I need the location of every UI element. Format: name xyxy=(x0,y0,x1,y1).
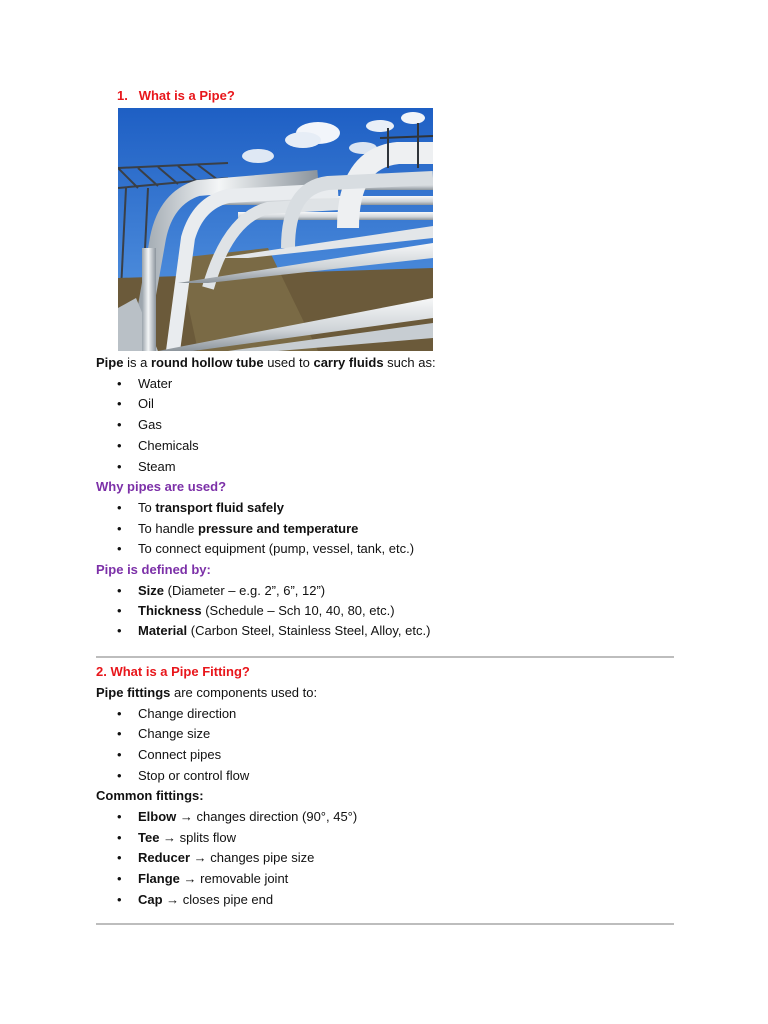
pipe-fittings-definition xyxy=(96,685,317,701)
text: such as: xyxy=(383,355,436,370)
bullet: • xyxy=(117,376,122,391)
list-item-water: Water xyxy=(138,376,173,391)
text: (Schedule – Sch 10, 40, 80, etc.) xyxy=(201,603,395,618)
list-item-thickness xyxy=(138,603,395,619)
bullet: • xyxy=(117,603,122,618)
industrial-pipes-photo xyxy=(118,108,433,351)
bullet: • xyxy=(117,500,122,515)
pipe-defined-heading: Pipe is defined by: xyxy=(96,562,211,577)
bullet: • xyxy=(117,417,122,432)
list-item-tee xyxy=(138,830,236,846)
text: transport fluid safely xyxy=(155,500,284,515)
divider xyxy=(96,656,674,658)
carry-fluids-term: carry fluids xyxy=(313,355,384,370)
pipe-definition xyxy=(96,355,436,371)
list-item-pressure xyxy=(138,521,358,537)
bullet: • xyxy=(117,768,122,783)
bullet: • xyxy=(117,396,122,411)
list-item-connect-pipes: Connect pipes xyxy=(138,747,222,762)
list-item-connect-equipment xyxy=(138,541,414,557)
divider xyxy=(96,923,674,925)
why-pipes-heading: Why pipes are used? xyxy=(96,479,227,494)
text: To xyxy=(138,500,156,515)
list-item-flange xyxy=(138,871,288,887)
round-hollow-tube-term: round hollow tube xyxy=(150,355,264,370)
text: Flange xyxy=(138,871,180,886)
list-item-change-size: Change size xyxy=(138,726,211,741)
text: is a xyxy=(123,355,151,370)
list-item-steam: Steam xyxy=(138,459,176,474)
section1-number: 1. xyxy=(117,88,128,103)
text: To handle xyxy=(138,521,198,536)
list-item-elbow xyxy=(138,809,357,825)
bullet: • xyxy=(117,541,122,556)
list-item-size xyxy=(138,583,325,599)
bullet: • xyxy=(117,747,122,762)
common-fittings-heading xyxy=(96,788,204,804)
list-item-material xyxy=(138,623,430,639)
list-item-stop-flow: Stop or control flow xyxy=(138,768,250,783)
pipe-term: Pipe xyxy=(96,355,124,370)
text: Tee xyxy=(138,830,160,845)
list-item-reducer xyxy=(138,850,314,866)
text: pressure and temperature xyxy=(198,521,359,536)
bullet: • xyxy=(117,809,122,824)
text: Material xyxy=(138,623,188,638)
bullet: • xyxy=(117,726,122,741)
text: To connect equipment (pump, vessel, tank, etc.) xyxy=(138,541,415,556)
bullet: • xyxy=(117,521,122,536)
text: Reducer xyxy=(138,850,191,865)
section1-heading xyxy=(117,88,235,104)
text: Cap xyxy=(138,892,163,907)
text: → changes pipe size xyxy=(190,850,315,865)
bullet: • xyxy=(117,871,122,886)
bullet: • xyxy=(117,583,122,598)
text: are components used to: xyxy=(170,685,318,700)
list-item-oil: Oil xyxy=(138,396,154,411)
text: → closes pipe end xyxy=(162,892,274,907)
bullet: • xyxy=(117,706,122,721)
text: → removable joint xyxy=(179,871,289,886)
text: Elbow xyxy=(138,809,177,824)
list-item-change-direction: Change direction xyxy=(138,706,237,721)
list-item-cap xyxy=(138,892,273,908)
bullet: • xyxy=(117,892,122,907)
text: Common fittings: xyxy=(96,788,204,803)
text: (Carbon Steel, Stainless Steel, Alloy, etc.) xyxy=(187,623,431,638)
list-item-gas: Gas xyxy=(138,417,162,432)
text: Thickness xyxy=(138,603,202,618)
text: Size xyxy=(138,583,165,598)
list-item-transport xyxy=(138,500,284,516)
bullet: • xyxy=(117,459,122,474)
text: → splits flow xyxy=(159,830,237,845)
bullet: • xyxy=(117,623,122,638)
text: → changes direction (90°, 45°) xyxy=(176,809,358,824)
section1-title: What is a Pipe? xyxy=(138,88,235,103)
bullet: • xyxy=(117,850,122,865)
bullet: • xyxy=(117,830,122,845)
text: (Diameter – e.g. 2”, 6”, 12”) xyxy=(164,583,326,598)
bullet: • xyxy=(117,438,122,453)
section2-heading: 2. What is a Pipe Fitting? xyxy=(96,664,250,679)
text: used to xyxy=(263,355,314,370)
list-item-chemicals: Chemicals xyxy=(138,438,199,453)
text: Pipe fittings xyxy=(96,685,171,700)
